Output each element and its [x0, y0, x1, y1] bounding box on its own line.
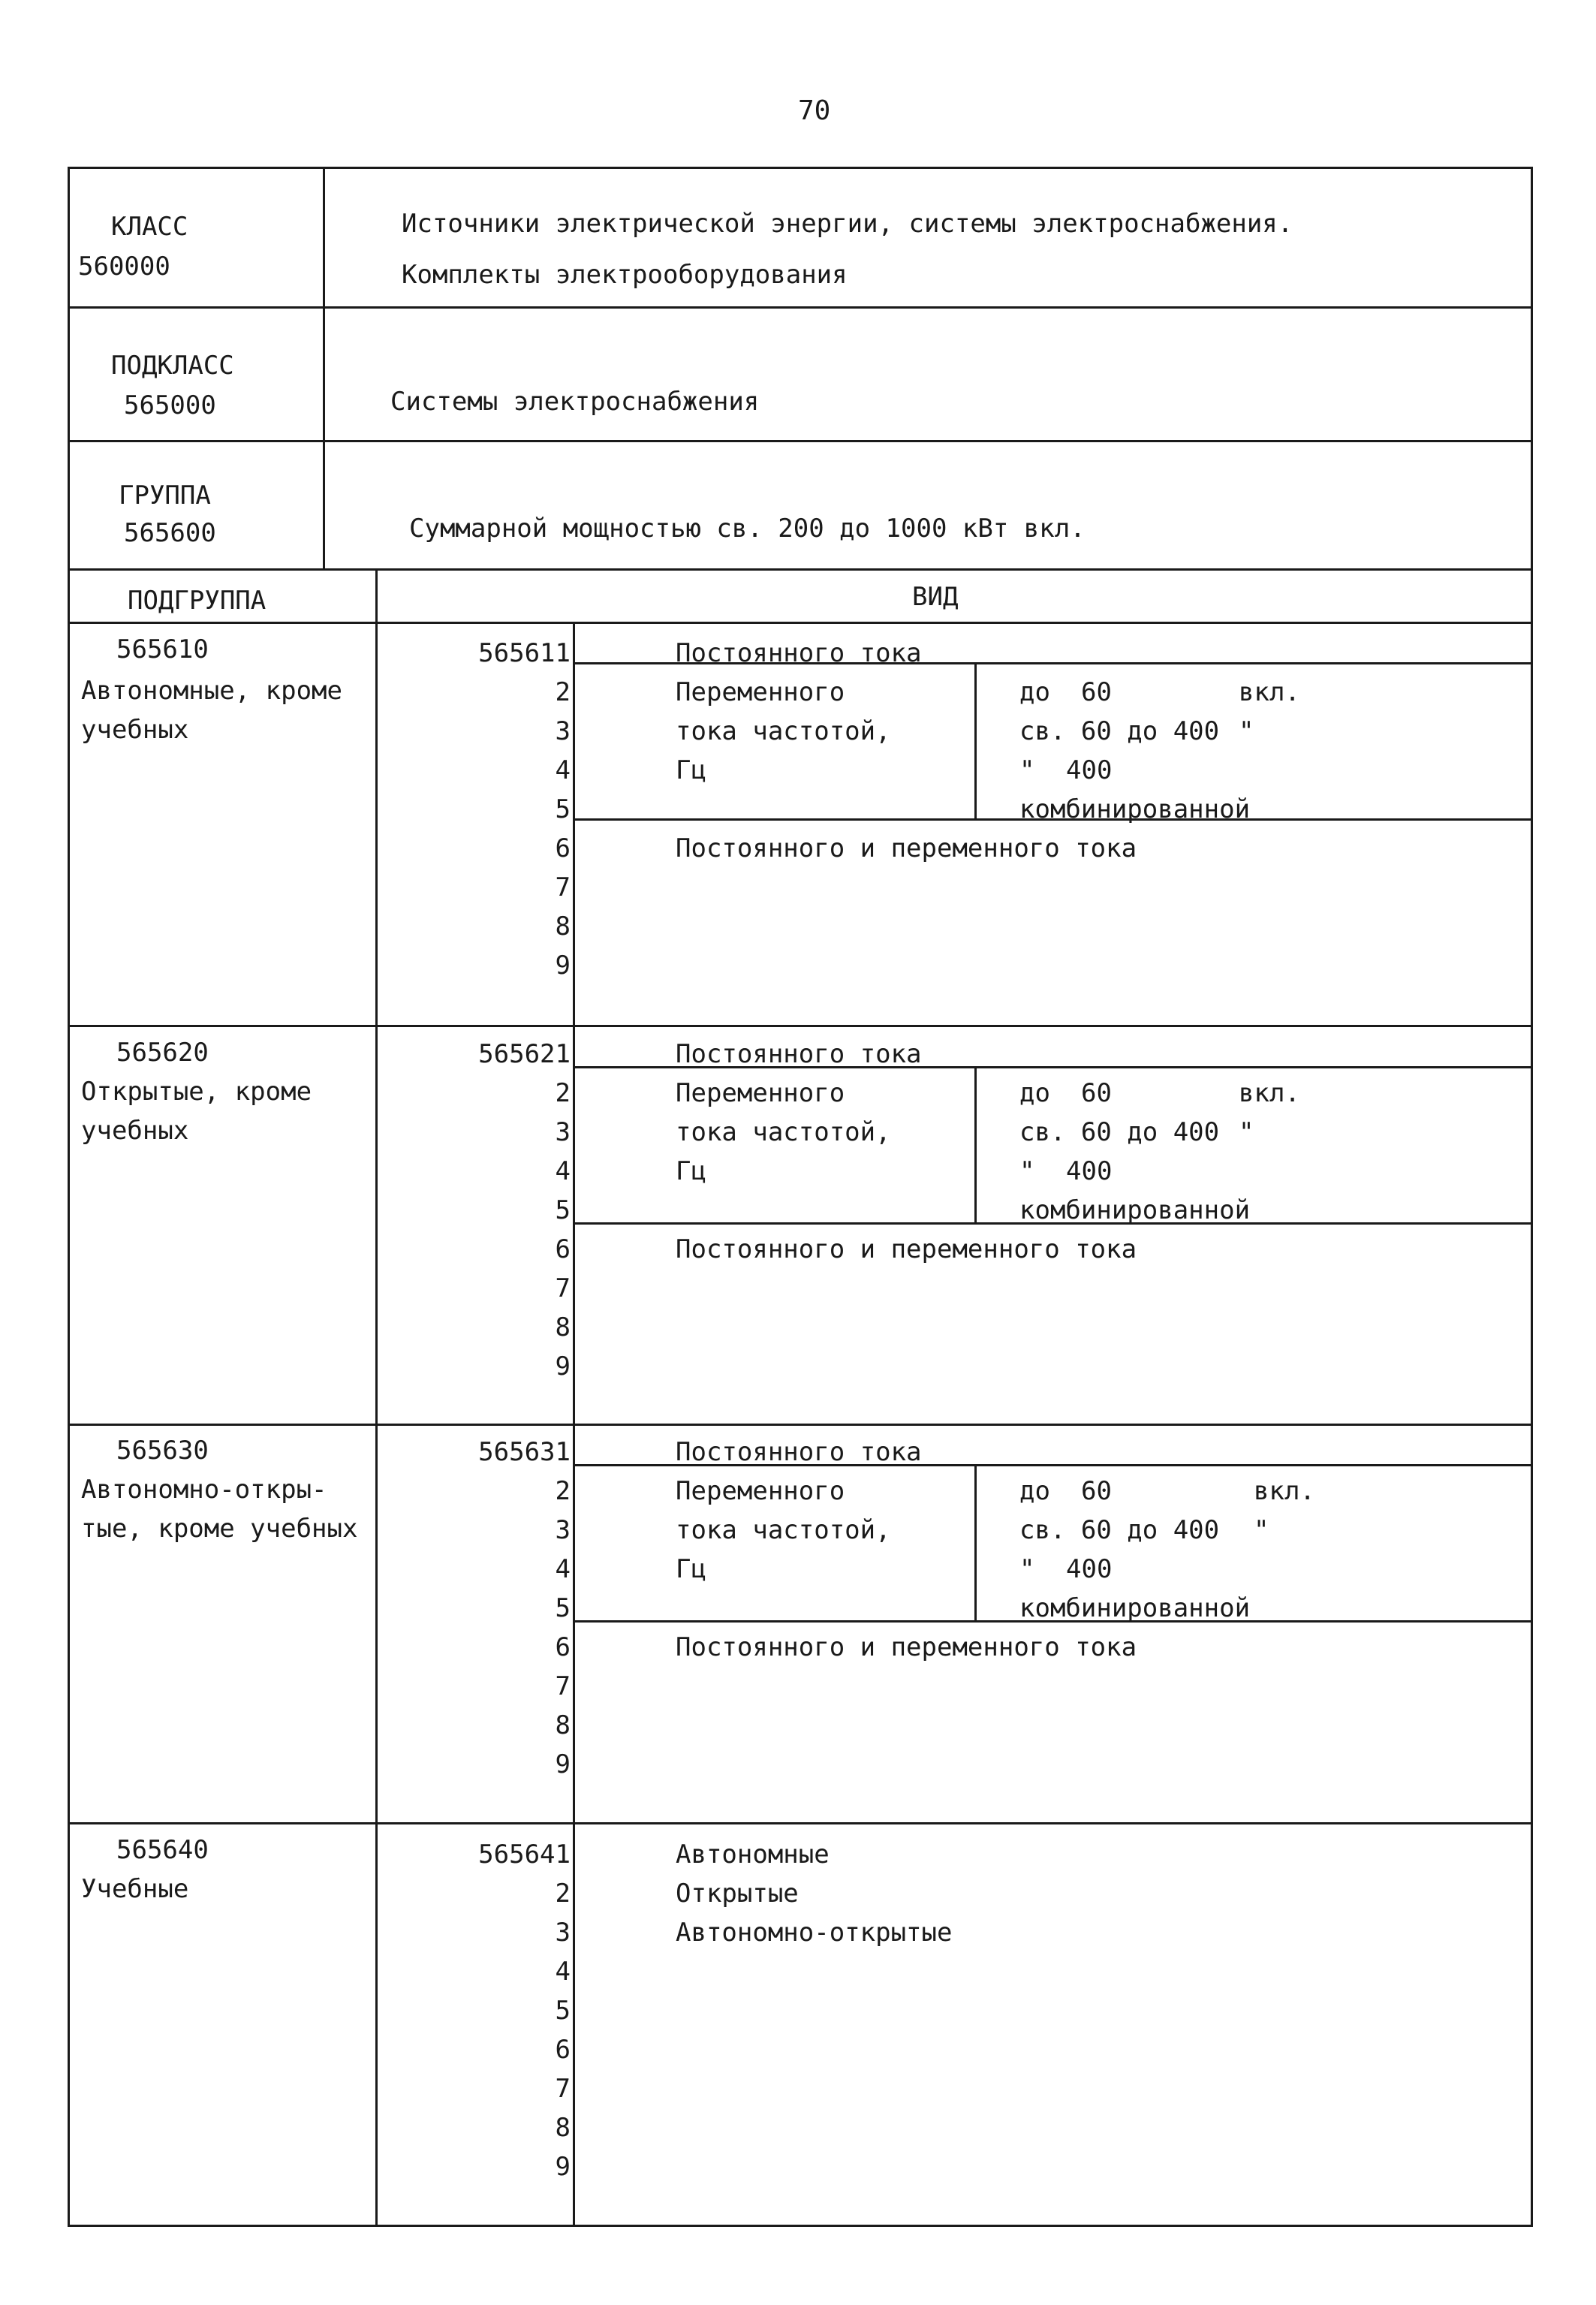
page-number: 70 [798, 95, 831, 126]
section-bottom-border [68, 1025, 1533, 1027]
kind-digit: 9 [555, 951, 571, 981]
header-label-divider [323, 167, 325, 571]
frequency-divider [974, 1464, 977, 1620]
mixed-current-label: Постоянного и переменного тока [676, 833, 1137, 863]
freq-incl: вкл. [1239, 1078, 1300, 1108]
group-title: Суммарной мощностью св. 200 до 1000 кВт вкл. [409, 514, 1086, 544]
training-kind-item: Открытые [676, 1879, 799, 1909]
freq-ditto: " [1019, 1156, 1035, 1186]
ac-label-line2: тока частотой, [676, 1117, 891, 1147]
section-bottom-border [68, 1822, 1533, 1824]
kind-digit: 8 [555, 1710, 571, 1740]
ac-label-line3: Гц [676, 1554, 706, 1584]
kind-digit: 3 [555, 1515, 571, 1545]
ac-label-line1: Переменного [676, 1078, 845, 1108]
kind-digit: 4 [555, 755, 571, 785]
ac-label-line2: тока частотой, [676, 1515, 891, 1545]
frequency-divider [974, 662, 977, 818]
freq-combined: комбинированной [1019, 1593, 1251, 1623]
group-row-divider [68, 568, 1533, 571]
class-title-line2: Комплекты электрооборудования [402, 260, 848, 290]
freq-ditto: " [1239, 716, 1254, 746]
kind-digit: 5 [555, 794, 571, 824]
kind-code-first: 565611 [478, 638, 571, 668]
kind-code-first: 565621 [478, 1039, 571, 1069]
ac-label-line3: Гц [676, 1156, 706, 1186]
kind-digit: 2 [555, 1078, 571, 1108]
kind-digit: 8 [555, 1312, 571, 1342]
dc-label: Постоянного тока [676, 1039, 922, 1069]
kind-digit: 6 [555, 1234, 571, 1264]
kind-digit: 4 [555, 1957, 571, 1987]
kind-digit: 2 [555, 1476, 571, 1506]
header-top-border [68, 167, 1533, 169]
subgroup-column-divider [375, 568, 378, 2227]
subgroup-column-header: ПОДГРУППА [128, 586, 267, 616]
subgroup-code: 565610 [116, 634, 209, 664]
ac-label-line1: Переменного [676, 677, 845, 707]
subclass-code: 565000 [124, 390, 216, 420]
freq-combined: комбинированной [1019, 794, 1251, 824]
class-title-line1: Источники электрической энергии, системы электроснабжения. [402, 209, 1293, 239]
freq-60: 60 [1081, 1476, 1112, 1506]
subgroup-code: 565620 [116, 1038, 209, 1068]
kind-digit: 6 [555, 833, 571, 863]
kind-digit: 3 [555, 1117, 571, 1147]
training-kind-item: Автономные [676, 1839, 830, 1870]
freq-400: 400 [1066, 1554, 1113, 1584]
subgroup-name-line1: Автономно-откры- [81, 1475, 327, 1505]
subgroup-name-line1: Открытые, кроме [81, 1077, 312, 1107]
outer-right-border [1531, 167, 1533, 2227]
subclass-title: Системы электроснабжения [390, 387, 760, 417]
kind-digit: 6 [555, 2035, 571, 2065]
ac-label-line3: Гц [676, 755, 706, 785]
freq-ditto: " [1254, 1515, 1269, 1545]
freq-ditto: " [1239, 1117, 1254, 1147]
subclass-row-divider [68, 440, 1533, 442]
freq-incl: вкл. [1254, 1476, 1315, 1506]
dc-label: Постоянного тока [676, 638, 922, 668]
table-bottom-border [68, 2225, 1533, 2227]
kind-digit: 9 [555, 1749, 571, 1779]
dc-label: Постоянного тока [676, 1437, 922, 1467]
kind-digit: 2 [555, 677, 571, 707]
class-label: КЛАСС [111, 212, 188, 242]
column-header-divider [68, 622, 1533, 624]
freq-up-to: до [1019, 1078, 1050, 1108]
freq-up-to: до [1019, 677, 1050, 707]
kind-digit: 7 [555, 872, 571, 902]
freq-ditto: " [1019, 1554, 1035, 1584]
kind-digit: 7 [555, 1273, 571, 1303]
group-label: ГРУППА [119, 481, 211, 511]
freq-combined: комбинированной [1019, 1195, 1251, 1225]
kind-digit: 5 [555, 1195, 571, 1225]
mixed-current-label: Постоянного и переменного тока [676, 1234, 1137, 1264]
freq-60-400: св. 60 до 400 [1019, 1515, 1220, 1545]
freq-incl: вкл. [1239, 677, 1300, 707]
freq-400: 400 [1066, 755, 1113, 785]
subgroup-name-line2: учебных [81, 1116, 189, 1146]
kind-digit: 8 [555, 2113, 571, 2143]
ac-label-line1: Переменного [676, 1476, 845, 1506]
subgroup-name-line2: тые, кроме учебных [81, 1514, 358, 1544]
ac-label-line2: тока частотой, [676, 716, 891, 746]
kind-digit: 6 [555, 1632, 571, 1662]
class-row-divider [68, 306, 1533, 309]
freq-60-400: св. 60 до 400 [1019, 716, 1220, 746]
freq-60-400: св. 60 до 400 [1019, 1117, 1220, 1147]
subgroup-name-line1: Автономные, кроме [81, 676, 342, 706]
subgroup-name-line1: Учебные [81, 1874, 189, 1904]
training-kind-item: Автономно-открытые [676, 1918, 953, 1948]
freq-60: 60 [1081, 677, 1112, 707]
outer-left-border [68, 167, 70, 2227]
kind-digit: 8 [555, 911, 571, 942]
kind-digit: 9 [555, 1351, 571, 1381]
kind-digit: 2 [555, 1879, 571, 1909]
freq-ditto: " [1019, 755, 1035, 785]
kind-digit: 7 [555, 1671, 571, 1701]
class-code: 560000 [78, 252, 170, 282]
kind-digit: 5 [555, 1593, 571, 1623]
kind-digit: 3 [555, 716, 571, 746]
freq-400: 400 [1066, 1156, 1113, 1186]
kind-digit: 7 [555, 2074, 571, 2104]
kind-code-first: 565641 [478, 1839, 571, 1870]
mixed-current-label: Постоянного и переменного тока [676, 1632, 1137, 1662]
subgroup-code: 565630 [116, 1436, 209, 1466]
kind-digit: 4 [555, 1554, 571, 1584]
kind-column-header: ВИД [912, 582, 959, 612]
subclass-label: ПОДКЛАСС [111, 351, 234, 381]
frequency-divider [974, 1066, 977, 1222]
kind-digit: 9 [555, 2152, 571, 2182]
subgroup-name-line2: учебных [81, 715, 189, 745]
freq-up-to: до [1019, 1476, 1050, 1506]
kind-digit: 5 [555, 1996, 571, 2026]
subgroup-code: 565640 [116, 1835, 209, 1865]
freq-60: 60 [1081, 1078, 1112, 1108]
kind-digit: 4 [555, 1156, 571, 1186]
kind-digit: 3 [555, 1918, 571, 1948]
group-code: 565600 [124, 518, 216, 548]
kind-code-first: 565631 [478, 1437, 571, 1467]
section-bottom-border [68, 1424, 1533, 1426]
